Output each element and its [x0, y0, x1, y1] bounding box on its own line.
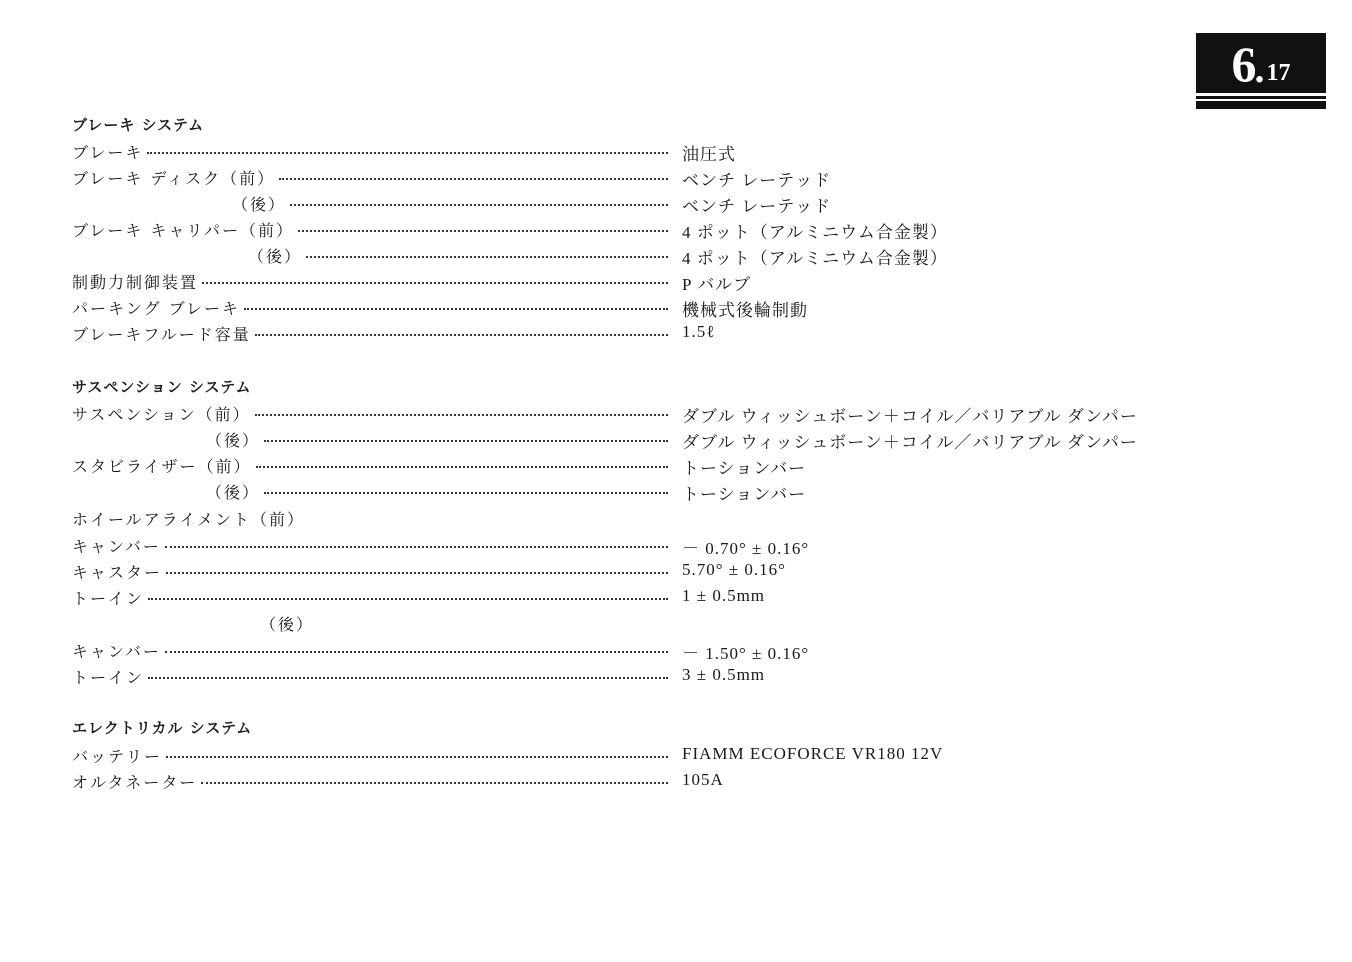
spec-value: ダブル ウィッシュボーン＋コイル／バリアブル ダンパー [682, 433, 1138, 452]
spec-label: キャンバー [72, 537, 161, 556]
spec-label: ブレーキ [72, 143, 144, 162]
spec-row [72, 218, 1192, 240]
spec-label: 制動力制御装置 [72, 273, 199, 292]
spec-row [72, 454, 1192, 476]
dot-leader [255, 334, 668, 336]
spec-value: 105A [682, 770, 724, 789]
brake-section-title: ブレーキ システム [72, 116, 205, 134]
spec-row [72, 639, 1192, 661]
spec-value: ダブル ウィッシュボーン＋コイル／バリアブル ダンパー [682, 407, 1138, 426]
dot-leader [279, 178, 668, 180]
spec-value: ベンチ レーテッド [682, 197, 832, 216]
alignment-front-heading: ホイールアライメント（前） [72, 510, 306, 529]
spec-value: FIAMM ECOFORCE VR180 12V [682, 744, 944, 763]
dot-leader [166, 572, 668, 574]
badge-rule-thick [1196, 101, 1326, 109]
dot-leader [202, 282, 668, 284]
spec-label: （後） [206, 431, 261, 450]
alignment-rear-heading-row [72, 612, 1192, 634]
spec-label: （後） [206, 483, 261, 502]
spec-value: 油圧式 [682, 145, 736, 164]
spec-label: バッテリー [72, 747, 163, 766]
spec-value: ベンチ レーテッド [682, 171, 832, 190]
spec-value: 4 ポット（アルミニウム合金製） [682, 223, 948, 242]
spec-value: 1.5ℓ [682, 322, 716, 341]
spec-value: － 1.50° ± 0.16° [682, 644, 810, 663]
spec-row [72, 192, 1192, 214]
spec-row [72, 534, 1192, 556]
spec-row [72, 480, 1192, 502]
spec-label: キャンバー [72, 642, 161, 661]
page-number-badge [1196, 33, 1326, 109]
dot-leader [148, 677, 668, 679]
spec-value: トーションバー [682, 459, 807, 478]
spec-row [72, 770, 1192, 792]
dot-leader [306, 256, 668, 258]
spec-label: （後） [248, 247, 303, 266]
spec-row [72, 296, 1192, 318]
dot-leader [264, 492, 668, 494]
dot-leader [298, 230, 668, 232]
spec-row [72, 665, 1192, 687]
spec-value: 5.70° ± 0.16° [682, 560, 786, 579]
dot-leader [165, 546, 668, 548]
spec-row [72, 744, 1192, 766]
spec-value: 4 ポット（アルミニウム合金製） [682, 249, 948, 268]
spec-label: （後） [232, 195, 287, 214]
spec-row [72, 244, 1192, 266]
spec-value: 機械式後輪制動 [682, 301, 808, 320]
dot-leader [264, 440, 668, 442]
spec-label: ブレーキ キャリパー（前） [72, 221, 294, 240]
chapter-number: 6 [1231, 36, 1256, 92]
suspension-section-title: サスペンション システム [72, 378, 252, 396]
electrical-section-title: エレクトリカル システム [72, 719, 253, 737]
spec-label: サスペンション（前） [72, 405, 251, 424]
badge-rule [1196, 96, 1326, 99]
spec-value: トーションバー [682, 485, 807, 504]
spec-value: 3 ± 0.5mm [682, 665, 766, 684]
dot-leader [166, 756, 668, 758]
spec-value: P バルブ [682, 275, 752, 294]
spec-label: キャスター [72, 563, 163, 582]
spec-label: ブレーキフルード容量 [72, 325, 251, 344]
dot-leader [255, 414, 668, 416]
spec-label: ブレーキ ディスク（前） [72, 169, 276, 188]
spec-row [72, 270, 1192, 292]
dot-leader [165, 651, 668, 653]
spec-label: トーイン [72, 589, 145, 608]
spec-value: 1 ± 0.5mm [682, 586, 766, 605]
dot-leader [244, 308, 668, 310]
spec-label: オルタネーター [72, 773, 198, 792]
spec-row [72, 428, 1192, 450]
spec-row [72, 166, 1192, 188]
dot-leader [256, 466, 668, 468]
spec-value: － 0.70° ± 0.16° [682, 539, 810, 558]
spec-label: スタビライザー（前） [72, 457, 252, 476]
dot-leader [290, 204, 668, 206]
spec-label: トーイン [72, 668, 145, 687]
dot-leader [147, 152, 668, 154]
dot-leader [148, 598, 668, 600]
page-number-box [1196, 33, 1326, 93]
alignment-rear-heading: （後） [260, 615, 315, 634]
badge-dot: . [1254, 46, 1265, 91]
dot-leader [201, 782, 668, 784]
spec-label: パーキング ブレーキ [72, 299, 240, 318]
spec-row [72, 586, 1192, 608]
page-number: 17 [1266, 60, 1291, 86]
alignment-front-heading-row [72, 507, 1192, 529]
spec-row [72, 402, 1192, 424]
spec-row [72, 140, 1192, 162]
spec-row [72, 322, 1192, 344]
spec-row [72, 560, 1192, 582]
